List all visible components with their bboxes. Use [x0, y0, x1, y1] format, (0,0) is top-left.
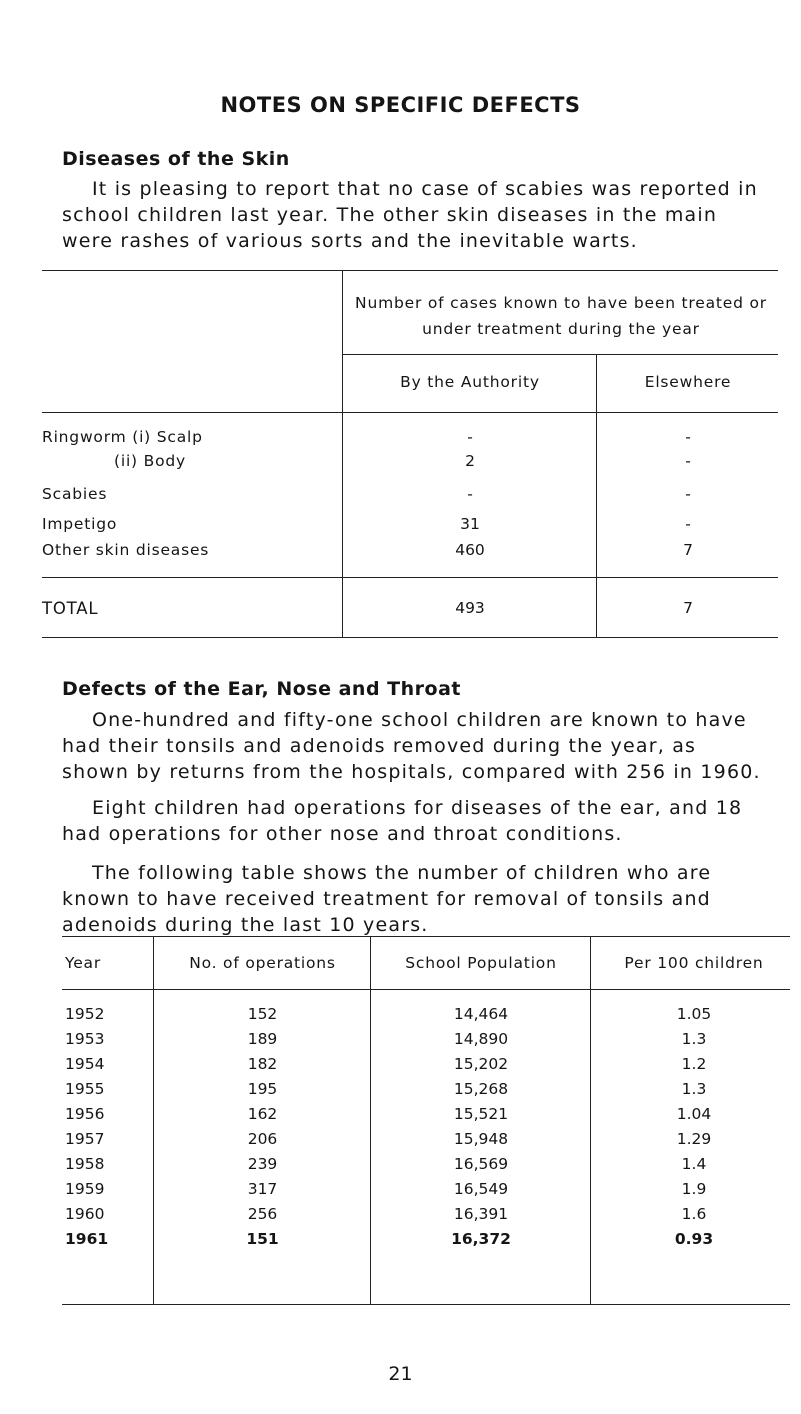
skin-table-divider-1 [342, 270, 343, 638]
skin-row-label: Other skin diseases [42, 541, 210, 559]
skin-row-elsewhere: 7 [683, 541, 693, 559]
skin-table-bottom-rule [42, 637, 778, 638]
ent-row-population: 16,372 [451, 1230, 511, 1248]
ent-row-population: 15,202 [453, 1055, 509, 1073]
ent-paragraph-3: The following table shows the number of children who are known to have received treatment for removal of tonsils and adenoids during the last 10 years. [62, 862, 712, 936]
skin-table-subheader-rule [342, 354, 778, 355]
ent-row-year: 1960 [65, 1205, 105, 1223]
ent-row-population: 16,549 [453, 1180, 509, 1198]
ent-col-per-100: Per 100 children [624, 954, 764, 972]
skin-col-elsewhere: Elsewhere [644, 373, 732, 391]
ent-row-population: 15,948 [453, 1130, 509, 1148]
ent-row-year: 1961 [65, 1230, 109, 1248]
ent-row-population: 16,569 [453, 1155, 509, 1173]
skin-row-authority: - [467, 485, 473, 503]
ent-row-per-100: 1.29 [676, 1130, 712, 1148]
ent-row-operations: 317 [247, 1180, 278, 1198]
ent-row-year: 1954 [65, 1055, 105, 1073]
ent-row-year: 1957 [65, 1130, 105, 1148]
ent-row-per-100: 1.3 [681, 1080, 707, 1098]
ent-col-population: School Population [405, 954, 557, 972]
skin-table-top-rule [42, 270, 778, 271]
ent-paragraph-2: Eight children had operations for diseases of the ear, and 18 had operations for other nose and throat conditions. [62, 797, 743, 845]
ent-row-per-100: 1.6 [681, 1205, 707, 1223]
ent-row-operations: 182 [247, 1055, 278, 1073]
skin-row-elsewhere: - [685, 428, 691, 446]
ent-row-per-100: 1.3 [681, 1030, 707, 1048]
ent-row-population: 16,391 [453, 1205, 509, 1223]
ent-row-population: 14,890 [453, 1030, 509, 1048]
ent-row-year: 1959 [65, 1180, 105, 1198]
ent-row-population: 14,464 [453, 1005, 509, 1023]
ent-row-year: 1953 [65, 1030, 105, 1048]
ent-row-year: 1958 [65, 1155, 105, 1173]
skin-row-label: Ringworm (i) Scalp [42, 428, 203, 446]
skin-table-group-header: Number of cases known to have been treated or under treatment during the year [355, 294, 767, 338]
page-number: 21 [388, 1363, 413, 1385]
section-heading-ent: Defects of the Ear, Nose and Throat [62, 678, 461, 700]
skin-col-authority: By the Authority [400, 373, 540, 391]
skin-row-authority: - [467, 428, 473, 446]
section-heading-skin: Diseases of the Skin [62, 148, 290, 170]
ent-row-operations: 206 [247, 1130, 278, 1148]
ent-paragraph-1: One-hundred and fifty-one school children are known to have had their tonsils and adenoids removed during the year, as shown by returns from the hospitals, compared with 256 in 1960. [62, 709, 761, 783]
ent-row-year: 1956 [65, 1105, 105, 1123]
skin-row-label: Scabies [42, 485, 108, 503]
ent-row-operations: 189 [247, 1030, 278, 1048]
ent-table-divider-2 [370, 936, 371, 1305]
skin-row-elsewhere: - [685, 485, 691, 503]
page-title: NOTES ON SPECIFIC DEFECTS [220, 93, 581, 117]
ent-row-operations: 195 [247, 1080, 278, 1098]
skin-row-elsewhere: - [685, 515, 691, 533]
ent-row-per-100: 1.04 [676, 1105, 712, 1123]
skin-total-label: TOTAL [42, 599, 99, 618]
ent-row-per-100: 1.05 [676, 1005, 712, 1023]
ent-table-divider-1 [153, 936, 154, 1305]
ent-row-operations: 239 [247, 1155, 278, 1173]
skin-row-authority: 2 [465, 452, 475, 470]
skin-row-authority: 31 [460, 515, 480, 533]
skin-row-label: (ii) Body [114, 452, 186, 470]
ent-table-bottom-rule [62, 1304, 790, 1305]
skin-table-divider-2 [596, 354, 597, 638]
skin-paragraph: It is pleasing to report that no case of scabies was reported in school children last year. The other skin diseases in the main were rashes of various sorts and the inevitable warts. [62, 178, 758, 252]
ent-table-top-rule [62, 936, 790, 937]
skin-total-authority: 493 [455, 599, 485, 617]
ent-row-population: 15,268 [453, 1080, 509, 1098]
ent-row-population: 15,521 [453, 1105, 509, 1123]
ent-row-operations: 151 [246, 1230, 279, 1248]
ent-row-year: 1955 [65, 1080, 105, 1098]
ent-col-year: Year [65, 954, 102, 972]
skin-table-total-rule [42, 577, 778, 578]
ent-row-operations: 152 [247, 1005, 278, 1023]
ent-row-per-100: 1.4 [681, 1155, 707, 1173]
ent-row-per-100: 1.2 [681, 1055, 707, 1073]
skin-row-authority: 460 [455, 541, 485, 559]
skin-row-label: Impetigo [42, 515, 118, 533]
ent-row-year: 1952 [65, 1005, 105, 1023]
ent-col-operations: No. of operations [189, 954, 336, 972]
skin-row-elsewhere: - [685, 452, 691, 470]
skin-table-header-rule [42, 412, 778, 413]
ent-table-header-rule [62, 989, 790, 990]
ent-row-per-100: 1.9 [681, 1180, 707, 1198]
ent-row-operations: 162 [247, 1105, 278, 1123]
ent-row-per-100: 0.93 [674, 1230, 714, 1248]
ent-table-divider-3 [590, 936, 591, 1305]
skin-total-elsewhere: 7 [683, 599, 693, 617]
ent-row-operations: 256 [247, 1205, 278, 1223]
